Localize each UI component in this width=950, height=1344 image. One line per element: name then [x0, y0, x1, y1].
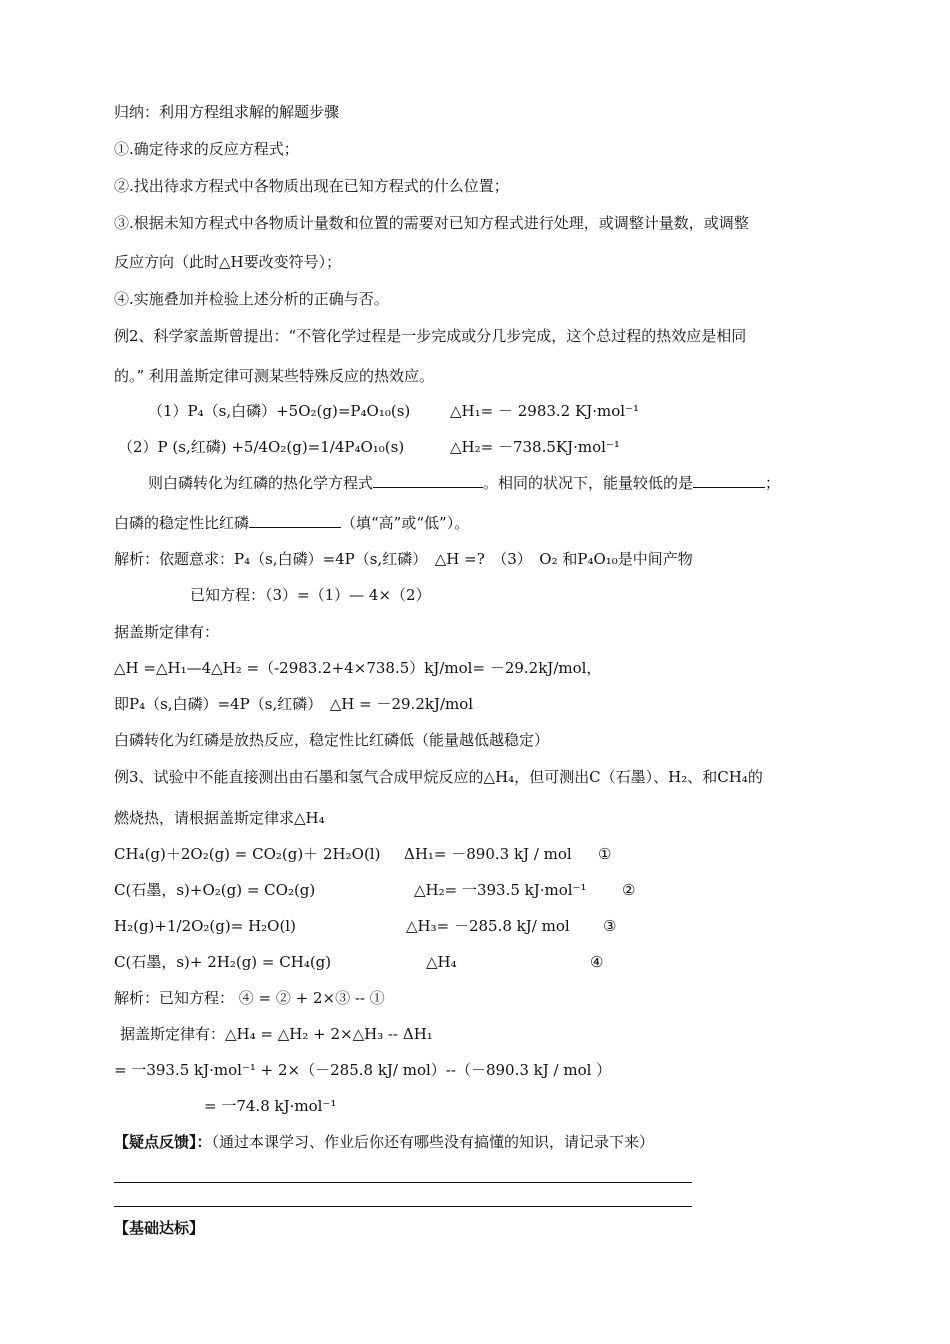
example3-analysis-4: = 一74.8 kJ·mol⁻¹ — [204, 1097, 337, 1115]
answer-blank-stability[interactable] — [249, 513, 341, 528]
example2-intro-b: 的。” 利用盖斯定律可测某些特殊反应的热效应。 — [114, 367, 434, 385]
example3-equation-1-dh: ΔH₁= －890.3 kJ / mol — [404, 845, 572, 863]
example3-equation-1: CH₄(g)＋2O₂(g) = CO₂(g)＋ 2H₂O(l) — [114, 845, 381, 863]
feedback-line — [114, 1132, 654, 1152]
example2-equation-1: （1）P₄（s,白磷）+5O₂(g)=P₄O₁₀(s) — [148, 402, 411, 420]
summary-step-4: ④.实施叠加并检验上述分析的正确与否。 — [114, 290, 389, 308]
example2-analysis-1: 解析：依题意求：P₄（s,白磷）=4P（s,红磷） △H =? （3） O₂ 和P₄O₁₀是中间产物 — [114, 550, 693, 568]
example3-equation-2: C(石墨，s)+O₂(g) = CO₂(g) — [114, 881, 316, 899]
example2-question-a — [148, 473, 780, 493]
example2-equation-2: （2）P (s,红磷) +5/4O₂(g)=1/4P₄O₁₀(s) — [118, 438, 405, 456]
example3-analysis-2: 据盖斯定律有：△H₄ = △H₂ + 2×△H₃ -- ΔH₁ — [120, 1025, 433, 1043]
question-text-1: 则白磷转化为红磷的热化学方程式 — [148, 474, 374, 492]
feedback-answer-line-2[interactable] — [114, 1206, 692, 1207]
feedback-label: 【疑点反馈】： — [114, 1133, 212, 1151]
feedback-answer-line-1[interactable] — [114, 1182, 692, 1183]
example3-analysis-1: 解析：已知方程： ④ = ② + 2×③ -- ① — [114, 989, 385, 1007]
example3-equation-4: C(石墨，s)+ 2H₂(g) = CH₄(g) — [114, 953, 332, 971]
example2-intro-a: 例2、科学家盖斯曾提出：“不管化学过程是一步完成或分几步完成，这个总过程的热效应是相同 — [114, 327, 747, 345]
question-text-3: ； — [765, 474, 781, 492]
example2-analysis-4: △H =△H₁—4△H₂ =（-2983.2+4×738.5）kJ/mol= －29.2kJ/mol， — [114, 659, 602, 677]
example2-analysis-6: 白磷转化为红磷是放热反应，稳定性比红磷低（能量越低越稳定） — [114, 731, 550, 749]
summary-step-3b: 反应方向（此时△H要改变符号）； — [114, 253, 342, 271]
summary-title: 归纳：利用方程组求解的解题步骤 — [114, 103, 340, 121]
example3-equation-4-number: ④ — [590, 953, 604, 971]
example2-equation-1-dh: △H₁= － 2983.2 KJ·mol⁻¹ — [450, 402, 639, 420]
question-text-5: （填“高”或“低”）。 — [341, 514, 470, 532]
feedback-text: （通过本课学习、作业后你还有哪些没有搞懂的知识，请记录下来） — [211, 1133, 655, 1151]
example3-equation-1-number: ① — [598, 845, 612, 863]
example3-equation-2-dh: △H₂= 一393.5 kJ·mol⁻¹ — [414, 881, 587, 899]
question-text-4: 白磷的稳定性比红磷 — [114, 514, 250, 532]
example3-equation-3: H₂(g)+1/2O₂(g)= H₂O(l) — [114, 917, 296, 935]
basic-section-heading: 【基础达标】 — [114, 1219, 205, 1237]
answer-blank-equation[interactable] — [373, 473, 483, 488]
example3-equation-3-number: ③ — [603, 917, 617, 935]
answer-blank-lower-energy[interactable] — [693, 473, 765, 488]
example3-analysis-3: = 一393.5 kJ·mol⁻¹ + 2×（－285.8 kJ/ mol）--（－890.3 kJ / mol ） — [114, 1061, 612, 1079]
example2-analysis-5: 即P₄（s,白磷）=4P（s,红磷） △H = －29.2kJ/mol — [114, 695, 474, 713]
example3-intro-a: 例3、试验中不能直接测出由石墨和氢气合成甲烷反应的△H₄，但可测出C（石墨）、H₂、和CH₄的 — [114, 768, 763, 786]
example3-equation-4-dh: △H₄ — [426, 953, 457, 971]
example3-equation-2-number: ② — [622, 881, 636, 899]
question-text-2: 。相同的状况下，能量较低的是 — [483, 474, 694, 492]
example3-intro-b: 燃烧热，请根据盖斯定律求△H₄ — [114, 809, 325, 827]
summary-step-3a: ③.根据未知方程式中各物质计量数和位置的需要对已知方程式进行处理，或调整计量数，或调整 — [114, 214, 749, 232]
example2-analysis-3: 据盖斯定律有： — [114, 623, 220, 641]
example2-equation-2-dh: △H₂= －738.5KJ·mol⁻¹ — [450, 438, 620, 456]
summary-step-2: ②.找出待求方程式中各物质出现在已知方程式的什么位置； — [114, 177, 509, 195]
example2-analysis-2: 已知方程：（3）=（1）— 4×（2） — [190, 586, 431, 604]
example2-question-b — [114, 513, 469, 533]
example3-equation-3-dh: △H₃= －285.8 kJ/ mol — [406, 917, 570, 935]
summary-step-1: ①.确定待求的反应方程式； — [114, 140, 299, 158]
